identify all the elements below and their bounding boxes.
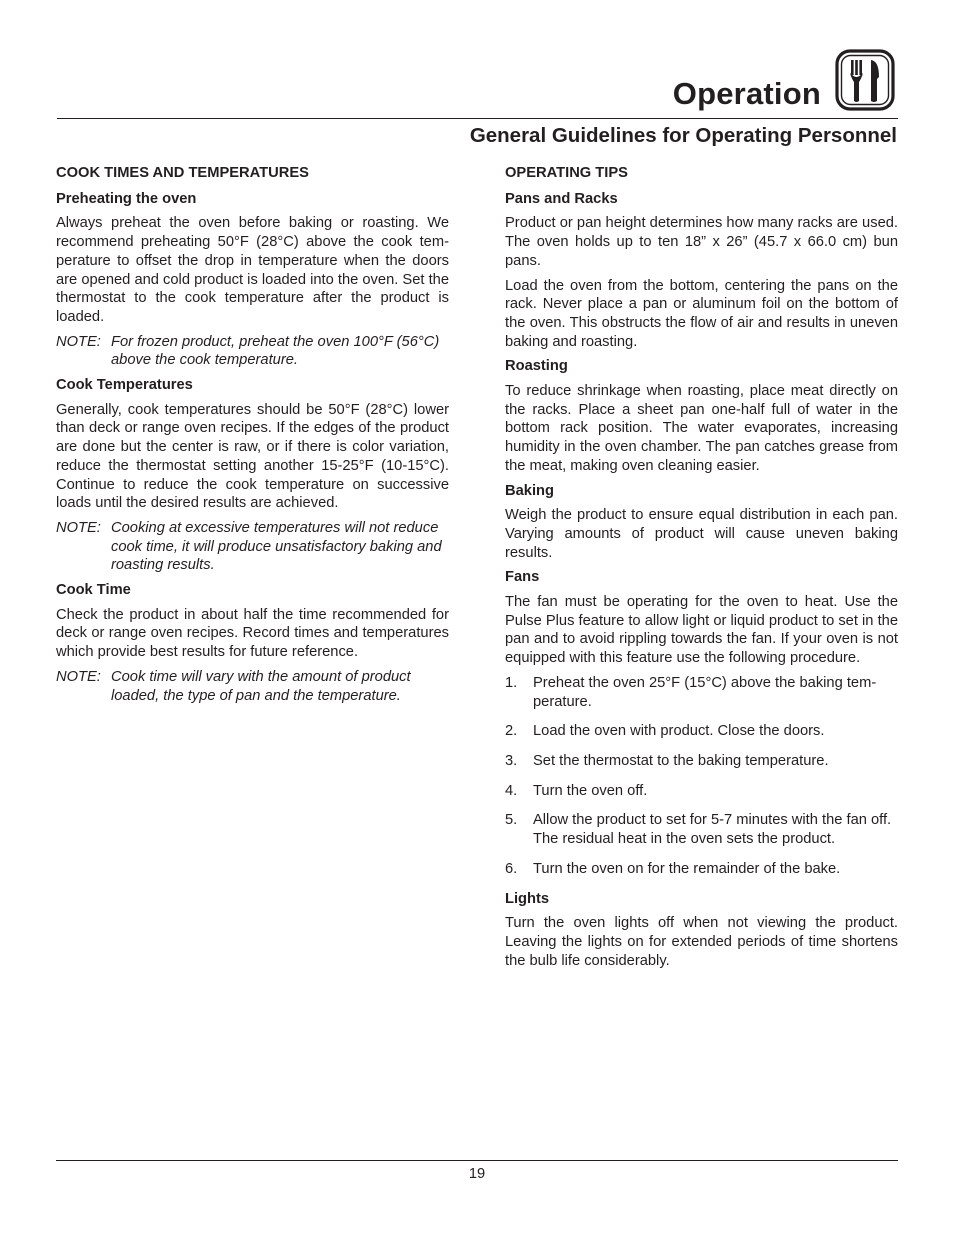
cook-temperatures-heading: Cook Temperatures <box>56 377 193 394</box>
list-item <box>505 722 898 741</box>
roasting-paragraph: To reduce shrinkage when roasting, place meat directly on the racks. Place a sheet pan one-half full of water in the bottom rack position. The water evaporates, increasing humidity in the oven chamber. The pan catches grease from the meat, making oven cleaning easier. <box>505 383 898 474</box>
step-number: 6. <box>505 860 518 877</box>
preheating-paragraph: Always preheat the oven before baking or roasting. We recommend preheating 50°F (28°C) above the cook temperature to offset the drop in temperature when the doors are opened and cold product is loaded into the oven. Set the thermostat to the cook temperature after the product is loaded. <box>56 215 449 325</box>
page-number: 19 <box>468 1166 486 1182</box>
baking-paragraph: Weigh the product to ensure equal distribution in each pan. Varying amounts of product will cause uneven baking results. <box>505 507 898 561</box>
header-rule <box>57 118 898 119</box>
left-column <box>56 164 449 711</box>
roasting-heading: Roasting <box>505 358 568 375</box>
note-text: For frozen product, preheat the oven 100°F (56°C) above the cook temperature. <box>111 333 440 369</box>
list-item <box>505 782 898 801</box>
baking-heading: Baking <box>505 482 554 499</box>
step-number: 2. <box>505 723 518 740</box>
step-text: Turn the oven off. <box>533 782 648 799</box>
fans-paragraph: The fan must be operating for the oven to heat. Use the Pulse Plus feature to allow light or liquid product to set in the pan and to avoid rippling towards the fan. If your oven is not equipped with this feature use the following procedure. <box>505 594 898 667</box>
cook-times-heading: COOK TIMES AND TEMPERATURES <box>56 165 309 181</box>
note-text: Cook time will vary with the amount of product loaded, the type of pan and the temperature. <box>111 668 411 704</box>
step-number: 1. <box>505 674 518 691</box>
cook-time-note <box>56 668 449 705</box>
cook-temperatures-note <box>56 519 449 575</box>
lights-paragraph: Turn the oven lights off when not viewing the product. Leaving the lights on for extended periods of time shortens the bulb life considerably. <box>505 915 898 969</box>
note-label: NOTE: <box>56 519 101 536</box>
step-number: 5. <box>505 812 518 829</box>
cook-temperatures-paragraph: Generally, cook temperatures should be 50°F (28°C) lower than deck or range oven recipes. If the edges of the product are done but the center is raw, or if there is color variation, reduce the thermostat setting another 15-25°F (10-15°C). Continue to reduce the cook temperature on successive loads until the desired results are achieved. <box>56 401 449 512</box>
section-title: General Guidelines for Operating Personnel <box>469 124 897 147</box>
fan-procedure-list <box>505 674 898 879</box>
fans-heading: Fans <box>505 569 540 586</box>
list-item <box>505 674 898 711</box>
step-number: 3. <box>505 752 518 769</box>
pans-racks-paragraph-1: Product or pan height determines how many racks are used. The oven holds up to ten 18” x 26” (45.7 x 66.0 cm) bun pans. <box>505 215 898 269</box>
step-text: Preheat the oven 25°F (15°C) above the baking temperature. <box>533 674 877 710</box>
page-title: Operation <box>672 76 821 111</box>
preheating-heading: Preheating the oven <box>56 190 197 207</box>
footer-rule <box>56 1160 898 1161</box>
cook-time-paragraph: Check the product in about half the time recommended for deck or range oven recipes. Record times and temperatures which provide best results for future reference. <box>56 606 449 661</box>
list-item <box>505 811 898 848</box>
step-text: Allow the product to set for 5-7 minutes with the fan off. The residual heat in the oven sets the product. <box>533 812 892 848</box>
lights-heading: Lights <box>505 890 550 907</box>
step-text: Turn the oven on for the remainder of the bake. <box>533 860 841 877</box>
pans-racks-heading: Pans and Racks <box>505 190 618 207</box>
note-label: NOTE: <box>56 333 101 350</box>
list-item <box>505 860 898 879</box>
step-text: Load the oven with product. Close the doors. <box>533 723 825 740</box>
note-label: NOTE: <box>56 668 101 685</box>
preheating-note <box>56 333 449 370</box>
note-text: Cooking at excessive temperatures will not reduce cook time, it will produce unsatisfactory baking and roasting results. <box>111 519 442 574</box>
pans-racks-paragraph-2: Load the oven from the bottom, centering the pans on the rack. Never place a pan or aluminum foil on the bottom of the oven. This obstructs the flow of air and results in uneven baking and roasting. <box>505 277 898 350</box>
step-number: 4. <box>505 782 518 799</box>
list-item <box>505 752 898 771</box>
step-text: Set the thermostat to the baking temperature. <box>533 752 829 769</box>
operating-tips-heading: OPERATING TIPS <box>505 165 628 181</box>
cook-time-heading: Cook Time <box>56 582 131 599</box>
fork-knife-icon <box>834 49 896 111</box>
right-column <box>505 164 898 976</box>
